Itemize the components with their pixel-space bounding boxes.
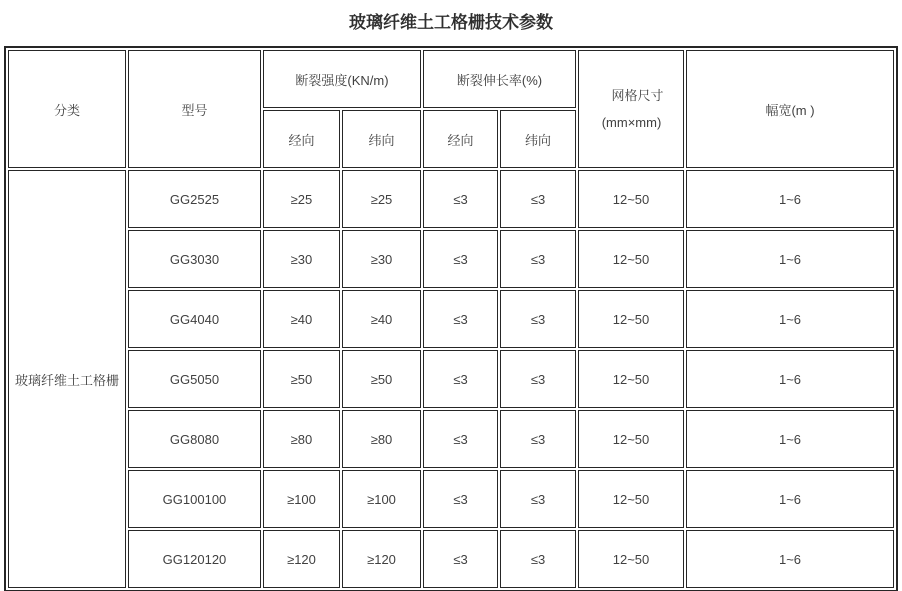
elongation-warp-cell: ≤3	[423, 410, 498, 468]
strength-warp-cell: ≥40	[263, 290, 340, 348]
mesh-size-cell: 12~50	[578, 530, 684, 588]
strength-weft-cell: ≥50	[342, 350, 421, 408]
elongation-weft-cell: ≤3	[500, 230, 576, 288]
elongation-weft-cell: ≤3	[500, 170, 576, 228]
model-cell: GG3030	[128, 230, 261, 288]
strength-weft-cell: ≥120	[342, 530, 421, 588]
width-cell: 1~6	[686, 350, 894, 408]
strength-warp-cell: ≥120	[263, 530, 340, 588]
model-cell: GG4040	[128, 290, 261, 348]
width-cell: 1~6	[686, 170, 894, 228]
model-cell: GG5050	[128, 350, 261, 408]
mesh-size-header-line2: (mm×mm)	[601, 115, 662, 130]
table-row	[8, 230, 894, 288]
mesh-size-header-line1: 网格尺寸	[611, 88, 664, 103]
elongation-warp-cell: ≤3	[423, 170, 498, 228]
strength-weft-cell: ≥25	[342, 170, 421, 228]
elongation-warp-cell: ≤3	[423, 350, 498, 408]
model-cell: GG8080	[128, 410, 261, 468]
category-cell: 玻璃纤维土工格栅	[8, 170, 126, 588]
strength-weft-cell: ≥30	[342, 230, 421, 288]
table-row	[8, 350, 894, 408]
table-row	[8, 530, 894, 588]
spec-table	[4, 46, 898, 591]
model-header: 型号	[128, 50, 261, 168]
mesh-size-cell: 12~50	[578, 170, 684, 228]
width-cell: 1~6	[686, 290, 894, 348]
strength-warp-cell: ≥50	[263, 350, 340, 408]
table-row	[8, 290, 894, 348]
width-cell: 1~6	[686, 410, 894, 468]
model-cell: GG100100	[128, 470, 261, 528]
strength-warp-subheader: 经向	[263, 110, 340, 168]
strength-weft-cell: ≥40	[342, 290, 421, 348]
strength-weft-cell: ≥80	[342, 410, 421, 468]
mesh-size-cell: 12~50	[578, 470, 684, 528]
elongation-warp-cell: ≤3	[423, 290, 498, 348]
width-cell: 1~6	[686, 530, 894, 588]
table-row	[8, 410, 894, 468]
elongation-weft-cell: ≤3	[500, 410, 576, 468]
strength-weft-cell: ≥100	[342, 470, 421, 528]
elongation-weft-cell: ≤3	[500, 470, 576, 528]
elongation-weft-cell: ≤3	[500, 530, 576, 588]
strength-weft-subheader: 纬向	[342, 110, 421, 168]
mesh-size-cell: 12~50	[578, 290, 684, 348]
elongation-weft-cell: ≤3	[500, 290, 576, 348]
category-header: 分类	[8, 50, 126, 168]
elongation-warp-cell: ≤3	[423, 470, 498, 528]
width-header: 幅宽(m )	[686, 50, 894, 168]
width-cell: 1~6	[686, 470, 894, 528]
elongation-warp-cell: ≤3	[423, 530, 498, 588]
mesh-size-cell: 12~50	[578, 350, 684, 408]
elongation-weft-subheader: 纬向	[500, 110, 576, 168]
strength-warp-cell: ≥100	[263, 470, 340, 528]
elongation-header: 断裂伸长率(%)	[423, 50, 576, 108]
table-row	[8, 470, 894, 528]
model-cell: GG120120	[128, 530, 261, 588]
header-row-1	[8, 50, 894, 108]
mesh-size-header	[578, 50, 684, 168]
width-cell: 1~6	[686, 230, 894, 288]
strength-warp-cell: ≥25	[263, 170, 340, 228]
elongation-warp-cell: ≤3	[423, 230, 498, 288]
table-row	[8, 170, 894, 228]
strength-warp-cell: ≥80	[263, 410, 340, 468]
elongation-warp-subheader: 经向	[423, 110, 498, 168]
page-title: 玻璃纤维土工格栅技术参数	[349, 13, 553, 32]
mesh-size-cell: 12~50	[578, 230, 684, 288]
model-cell: GG2525	[128, 170, 261, 228]
break-strength-header: 断裂强度(KN/m)	[263, 50, 421, 108]
mesh-size-cell: 12~50	[578, 410, 684, 468]
strength-warp-cell: ≥30	[263, 230, 340, 288]
elongation-weft-cell: ≤3	[500, 350, 576, 408]
